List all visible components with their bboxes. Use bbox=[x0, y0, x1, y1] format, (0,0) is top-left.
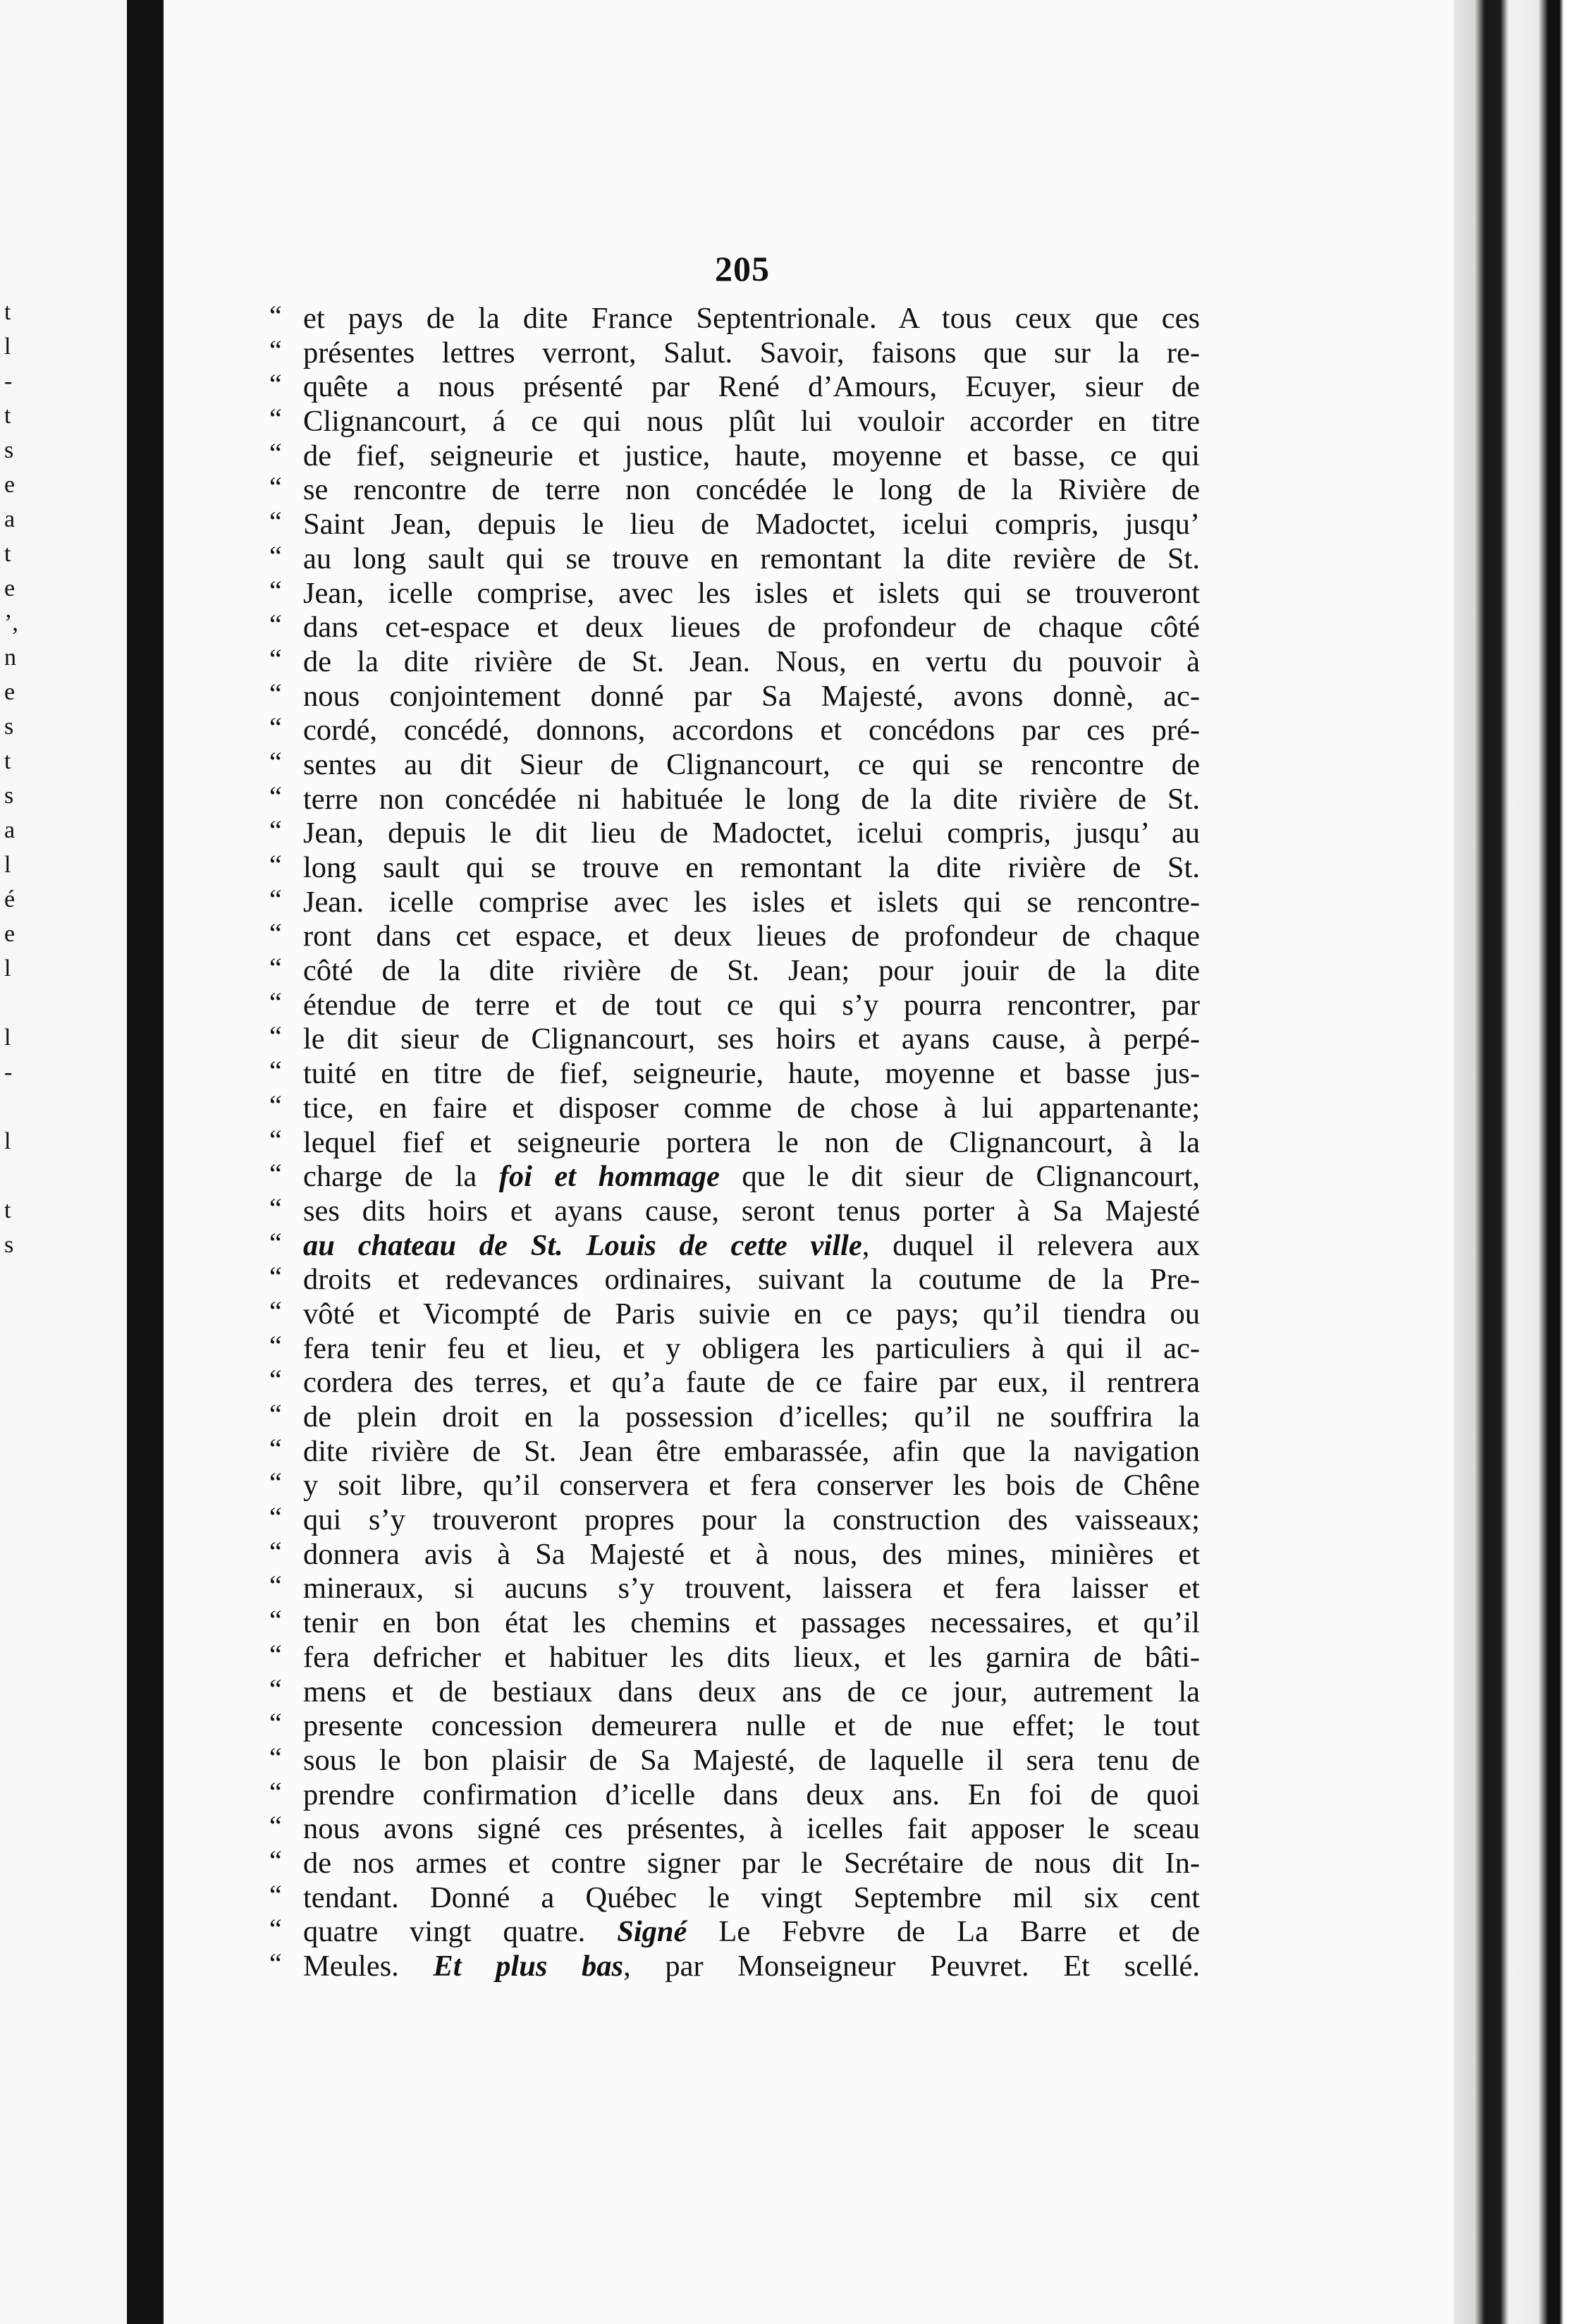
text-line bbox=[269, 1297, 1200, 1332]
text-line bbox=[269, 1194, 1200, 1229]
text-segment: long sault qui se trouve en remontant la dite rivière de St. bbox=[303, 851, 1200, 884]
text-segment: dans cet-espace et deux lieues de profondeur de chaque côté bbox=[303, 611, 1200, 644]
quotation-mark: “ bbox=[269, 849, 282, 881]
body-text bbox=[269, 302, 1200, 1984]
line-text bbox=[303, 473, 1200, 508]
facing-page-letter: l bbox=[4, 852, 11, 878]
text-segment: Jean. icelle comprise avec les isles et islets qui se rencontre- bbox=[303, 885, 1200, 919]
text-line bbox=[269, 574, 1200, 611]
quotation-mark: “ bbox=[269, 574, 282, 606]
text-segment: de la dite rivière de St. Jean. Nous, en vertu du pouvoir à bbox=[303, 644, 1200, 678]
text-segment: tuité en titre de fief, seigneurie, haute, moyenne et basse jus- bbox=[303, 1057, 1200, 1091]
facing-page-letter: e bbox=[4, 472, 16, 498]
line-text bbox=[303, 542, 1200, 577]
quotation-mark: “ bbox=[269, 745, 282, 778]
quotation-mark: “ bbox=[269, 1226, 282, 1259]
line-text bbox=[303, 1778, 1200, 1813]
text-segment: quête a nous présenté par René d’Amours, Ecuyer, sieur de bbox=[303, 370, 1200, 404]
text-line bbox=[269, 473, 1200, 508]
text-line bbox=[269, 919, 1200, 954]
text-segment: tendant. Donné a Québec le vingt Septembre mil six cent bbox=[303, 1880, 1200, 1914]
quotation-mark: “ bbox=[269, 608, 282, 641]
text-line bbox=[269, 1400, 1200, 1435]
line-text bbox=[303, 1435, 1200, 1469]
line-text bbox=[303, 680, 1200, 714]
text-segment: dite rivière de St. Jean être embarassée, afin que la navigation bbox=[303, 1434, 1200, 1468]
line-text bbox=[303, 1950, 1200, 1984]
text-segment: terre non concédée ni habituée le long de la dite rivière de St. bbox=[303, 782, 1200, 816]
quotation-mark: “ bbox=[269, 1570, 282, 1602]
line-text bbox=[303, 1091, 1200, 1126]
text-line bbox=[269, 405, 1200, 439]
quotation-mark: “ bbox=[269, 1741, 282, 1773]
line-text bbox=[303, 1366, 1200, 1400]
text-segment: cordé, concédé, donnons, accordons et concédons par ces pré- bbox=[303, 714, 1200, 747]
line-text bbox=[303, 577, 1200, 611]
text-segment: le dit sieur de Clignancourt, ses hoirs et ayans cause, à perpé- bbox=[303, 1022, 1200, 1056]
facing-page-letter: s bbox=[4, 437, 14, 463]
text-segment: presente concession demeurera nulle et de nue effet; le tout bbox=[303, 1709, 1200, 1743]
quotation-mark: “ bbox=[269, 1638, 282, 1670]
quotation-mark: “ bbox=[269, 1844, 282, 1876]
text-segment: se rencontre de terre non concédée le long de la Rivière de bbox=[303, 473, 1200, 507]
line-text bbox=[303, 851, 1200, 886]
text-segment: présentes lettres verront, Salut. Savoir, faisons que sur la re- bbox=[303, 336, 1200, 369]
quotation-mark: “ bbox=[269, 1364, 282, 1396]
quotation-mark: “ bbox=[269, 1089, 282, 1121]
text-line bbox=[269, 954, 1200, 989]
text-line bbox=[269, 814, 1200, 851]
facing-page-letter: n bbox=[4, 644, 16, 671]
quotation-mark: “ bbox=[269, 471, 282, 503]
line-text bbox=[303, 919, 1200, 954]
text-segment: cordera des terres, et qu’a faute de ce faire par eux, il rentrera bbox=[303, 1366, 1200, 1400]
text-line bbox=[269, 745, 1200, 783]
text-line bbox=[269, 1709, 1200, 1744]
italic-phrase: Signé bbox=[617, 1915, 687, 1949]
text-segment: au long sault qui se trouve en remontant la dite revière de St. bbox=[303, 542, 1200, 575]
line-text bbox=[303, 714, 1200, 748]
text-segment: ront dans cet espace, et deux lieues de profondeur de chaque bbox=[303, 919, 1200, 953]
quotation-mark: “ bbox=[269, 1913, 282, 1945]
text-segment: lequel fief et seigneurie portera le non de Clignancourt, à la bbox=[303, 1125, 1200, 1159]
text-segment: côté de la dite rivière de St. Jean; pour jouir de la dite bbox=[303, 954, 1200, 988]
facing-page-letter: t bbox=[4, 1197, 11, 1223]
text-segment: Saint Jean, depuis le lieu de Madoctet, icelui compris, jusqu’ bbox=[303, 508, 1200, 542]
text-line bbox=[269, 1123, 1200, 1161]
text-segment: étendue de terre et de tout ce qui s’y pourra rencontrer, par bbox=[303, 988, 1200, 1022]
line-text bbox=[303, 336, 1200, 371]
facing-page-letter: e bbox=[4, 679, 16, 705]
text-line bbox=[269, 1878, 1200, 1916]
line-text bbox=[303, 1469, 1200, 1503]
quotation-mark: “ bbox=[269, 677, 282, 709]
text-segment: charge de la bbox=[303, 1160, 499, 1194]
line-text bbox=[303, 1332, 1200, 1366]
text-line bbox=[269, 1091, 1200, 1126]
line-text bbox=[303, 1881, 1200, 1916]
facing-page-letter bbox=[4, 986, 32, 1020]
page-gutter bbox=[127, 0, 164, 2324]
text-segment: Meules. bbox=[303, 1950, 434, 1983]
quotation-mark: “ bbox=[269, 1432, 282, 1464]
text-line bbox=[269, 851, 1200, 886]
text-segment: y soit libre, qu’il conservera et fera conserver les bois de Chêne bbox=[303, 1469, 1200, 1503]
facing-page-letter: e bbox=[4, 575, 16, 601]
quotation-mark: “ bbox=[269, 917, 282, 950]
text-segment: mens et de bestiaux dans deux ans de ce jour, autrement la bbox=[303, 1675, 1200, 1708]
text-line bbox=[269, 1638, 1200, 1675]
text-segment: Clignancourt, á ce qui nous plût lui vouloir accorder en titre bbox=[303, 405, 1200, 439]
text-segment: vôté et Vicompté de Paris suivie en ce pays; qu’il tiendra ou bbox=[303, 1297, 1200, 1331]
line-text bbox=[303, 1160, 1200, 1194]
facing-page-letter: s bbox=[4, 783, 14, 809]
text-segment: , par Monseigneur Peuvret. Et scellé. bbox=[623, 1950, 1200, 1983]
facing-page-letter: l bbox=[4, 955, 11, 981]
line-text bbox=[303, 989, 1200, 1023]
quotation-mark: “ bbox=[269, 506, 282, 538]
line-text bbox=[303, 1641, 1200, 1675]
line-text bbox=[303, 1022, 1200, 1057]
quotation-mark: “ bbox=[269, 642, 282, 675]
line-text bbox=[303, 1847, 1200, 1881]
text-line bbox=[269, 986, 1200, 1023]
text-segment: Jean, depuis le dit lieu de Madoctet, icelui compris, jusqu’ au bbox=[303, 817, 1200, 850]
facing-page-letter: s bbox=[4, 1232, 14, 1258]
text-segment: quatre vingt quatre. bbox=[303, 1915, 618, 1949]
text-segment: prendre confirmation d’icelle dans deux ans. En foi de quoi bbox=[303, 1778, 1200, 1811]
quotation-mark: “ bbox=[269, 1123, 282, 1156]
text-segment: de fief, seigneurie et justice, haute, moyenne et basse, ce qui bbox=[303, 439, 1200, 472]
text-segment: nous avons signé ces présentes, à icelles fait apposer le sceau bbox=[303, 1812, 1200, 1846]
text-line bbox=[269, 883, 1200, 920]
facing-page-letter bbox=[4, 1158, 32, 1193]
text-line bbox=[269, 1160, 1200, 1194]
line-text bbox=[303, 611, 1200, 645]
line-text bbox=[303, 1675, 1200, 1710]
quotation-mark: “ bbox=[269, 1055, 282, 1087]
text-segment: droits et redevances ordinaires, suivant la coutume de la Pre- bbox=[303, 1263, 1200, 1297]
quotation-mark: “ bbox=[269, 1329, 282, 1362]
line-text bbox=[303, 1263, 1200, 1297]
text-segment: qui s’y trouveront propres pour la construction des vaisseaux; bbox=[303, 1503, 1200, 1537]
line-text bbox=[303, 1057, 1200, 1091]
quotation-mark: “ bbox=[269, 1467, 282, 1499]
page-number: 205 bbox=[715, 249, 770, 288]
quotation-mark: “ bbox=[269, 1158, 282, 1190]
italic-phrase: au chateau de St. Louis de cette ville bbox=[303, 1228, 862, 1262]
text-segment: fera defricher et habituer les dits lieux, et les garnira de bâti- bbox=[303, 1640, 1200, 1674]
text-line bbox=[269, 539, 1200, 577]
facing-page-sliver bbox=[0, 0, 127, 2324]
text-line bbox=[269, 302, 1200, 336]
quotation-mark: “ bbox=[269, 368, 282, 400]
text-segment: Le Febvre de La Barre et de bbox=[687, 1915, 1200, 1949]
quotation-mark: “ bbox=[269, 300, 282, 331]
text-segment: fera tenir feu et lieu, et y obligera les particuliers à qui il ac- bbox=[303, 1331, 1200, 1365]
line-text bbox=[303, 748, 1200, 783]
quotation-mark: “ bbox=[269, 780, 282, 812]
text-line bbox=[269, 1226, 1201, 1264]
quotation-mark: “ bbox=[269, 1947, 282, 1979]
text-segment: que le dit sieur de Clignancourt, bbox=[719, 1160, 1200, 1194]
quotation-mark: “ bbox=[269, 711, 282, 744]
quotation-mark: “ bbox=[269, 334, 282, 366]
page-edge bbox=[1454, 0, 1582, 2324]
quotation-mark: “ bbox=[269, 1878, 282, 1911]
quotation-mark: “ bbox=[269, 1261, 282, 1293]
italic-phrase: foi et hommage bbox=[498, 1160, 720, 1194]
text-segment: de nos armes et contre signer par le Secrétaire de nous dit In- bbox=[303, 1846, 1200, 1880]
line-text bbox=[303, 954, 1200, 989]
quotation-mark: “ bbox=[269, 1775, 282, 1808]
text-segment: tice, en faire et disposer comme de chose à lui appartenante; bbox=[303, 1091, 1200, 1125]
text-line bbox=[269, 1366, 1200, 1400]
quotation-mark: “ bbox=[269, 1501, 282, 1534]
line-text bbox=[303, 1572, 1200, 1606]
text-line bbox=[269, 608, 1200, 645]
text-line bbox=[269, 1947, 1200, 1984]
quotation-mark: “ bbox=[269, 952, 282, 984]
quotation-mark: “ bbox=[269, 1398, 282, 1430]
italic-phrase: Et plus bas bbox=[433, 1950, 624, 1983]
line-text bbox=[303, 405, 1200, 439]
text-segment: tenir en bon état les chemins et passages necessaires, et qu’il bbox=[303, 1606, 1200, 1640]
text-line bbox=[269, 1469, 1200, 1503]
quotation-mark: “ bbox=[269, 986, 282, 1018]
quotation-mark: “ bbox=[269, 1604, 282, 1637]
quotation-mark: “ bbox=[269, 1707, 282, 1739]
text-line bbox=[269, 508, 1200, 542]
text-line bbox=[269, 1812, 1200, 1847]
text-line bbox=[269, 1844, 1200, 1881]
text-segment: ses dits hoirs et ayans cause, seront tenus porter à Sa Majesté bbox=[303, 1194, 1200, 1228]
quotation-mark: “ bbox=[269, 1295, 282, 1327]
line-text bbox=[303, 1744, 1200, 1778]
text-line bbox=[269, 1915, 1200, 1950]
facing-page-letter: a bbox=[4, 817, 16, 843]
quotation-mark: “ bbox=[269, 436, 282, 469]
text-segment: de plein droit en la possession d’icelles; qu’il ne souffrira la bbox=[303, 1400, 1200, 1433]
facing-page-letter: t bbox=[4, 541, 11, 567]
text-segment: nous conjointement donné par Sa Majesté, avons donnè, ac- bbox=[303, 679, 1200, 713]
quotation-mark: “ bbox=[269, 539, 282, 572]
facing-page-letter: t bbox=[4, 748, 11, 774]
text-line bbox=[269, 642, 1200, 680]
line-text bbox=[303, 1400, 1200, 1435]
text-segment: sous le bon plaisir de Sa Majesté, de laquelle il sera tenu de bbox=[303, 1743, 1200, 1777]
line-text bbox=[303, 1709, 1200, 1744]
line-text bbox=[303, 508, 1200, 542]
line-text bbox=[303, 817, 1200, 851]
line-text bbox=[303, 1538, 1200, 1572]
text-line bbox=[269, 1775, 1200, 1813]
quotation-mark: “ bbox=[269, 1810, 282, 1842]
facing-page-letter: l bbox=[4, 1025, 11, 1051]
text-segment: et pays de la dite France Septentrionale. A tous ceux que ces bbox=[303, 302, 1200, 335]
facing-page-letter: é bbox=[4, 886, 16, 912]
text-line bbox=[269, 780, 1200, 817]
facing-page-letter: t bbox=[4, 403, 11, 429]
text-line bbox=[269, 336, 1200, 371]
text-line bbox=[269, 1741, 1200, 1778]
facing-page-letter: - bbox=[4, 368, 13, 394]
line-text bbox=[303, 1126, 1200, 1161]
quotation-mark: “ bbox=[269, 1672, 282, 1705]
line-text bbox=[303, 886, 1200, 920]
text-line bbox=[269, 1022, 1200, 1057]
line-text bbox=[303, 1229, 1200, 1264]
text-line bbox=[269, 370, 1200, 405]
text-segment: , duquel il relevera aux bbox=[861, 1228, 1201, 1262]
text-line bbox=[269, 1503, 1200, 1538]
text-line bbox=[269, 1572, 1200, 1606]
text-segment: donnera avis à Sa Majesté et à nous, des mines, minières et bbox=[303, 1537, 1200, 1571]
text-segment: sentes au dit Sieur de Clignancourt, ce qui se rencontre de bbox=[303, 747, 1200, 781]
facing-page-letter: e bbox=[4, 921, 16, 947]
text-line bbox=[269, 1672, 1200, 1710]
facing-page-letter bbox=[4, 1089, 32, 1124]
facing-page-letter: ’, bbox=[4, 610, 18, 636]
line-text bbox=[303, 645, 1200, 680]
line-text bbox=[303, 1915, 1200, 1950]
line-text bbox=[303, 783, 1200, 817]
text-line bbox=[269, 436, 1200, 474]
quotation-mark: “ bbox=[269, 1192, 282, 1224]
line-text bbox=[303, 1812, 1200, 1847]
line-text bbox=[303, 302, 1200, 336]
facing-page-letter: - bbox=[4, 1059, 13, 1085]
facing-page-text bbox=[4, 295, 32, 1262]
text-line bbox=[269, 1329, 1200, 1366]
text-line bbox=[269, 1057, 1200, 1091]
text-line bbox=[269, 1606, 1200, 1641]
text-line bbox=[269, 1535, 1200, 1572]
line-text bbox=[303, 439, 1200, 474]
facing-page-letter: a bbox=[4, 506, 16, 532]
line-text bbox=[303, 1503, 1200, 1538]
facing-page-letter: s bbox=[4, 714, 14, 740]
line-text bbox=[303, 1297, 1200, 1332]
text-line bbox=[269, 677, 1200, 714]
quotation-mark: “ bbox=[269, 814, 282, 847]
text-line bbox=[269, 1432, 1200, 1469]
text-line bbox=[269, 711, 1200, 748]
facing-page-letter: l bbox=[4, 334, 11, 360]
quotation-mark: “ bbox=[269, 403, 282, 435]
text-segment: mineraux, si aucuns s’y trouvent, laissera et fera laisser et bbox=[303, 1572, 1200, 1606]
line-text bbox=[303, 1194, 1200, 1229]
facing-page-letter: l bbox=[4, 1128, 11, 1154]
quotation-mark: “ bbox=[269, 1020, 282, 1053]
line-text bbox=[303, 1606, 1200, 1641]
quotation-mark: “ bbox=[269, 1535, 282, 1567]
line-text bbox=[303, 370, 1200, 405]
text-segment: Jean, icelle comprise, avec les isles et islets qui se trouveront bbox=[303, 576, 1200, 610]
quotation-mark: “ bbox=[269, 883, 282, 915]
facing-page-letter: t bbox=[4, 299, 11, 325]
text-line bbox=[269, 1263, 1200, 1297]
